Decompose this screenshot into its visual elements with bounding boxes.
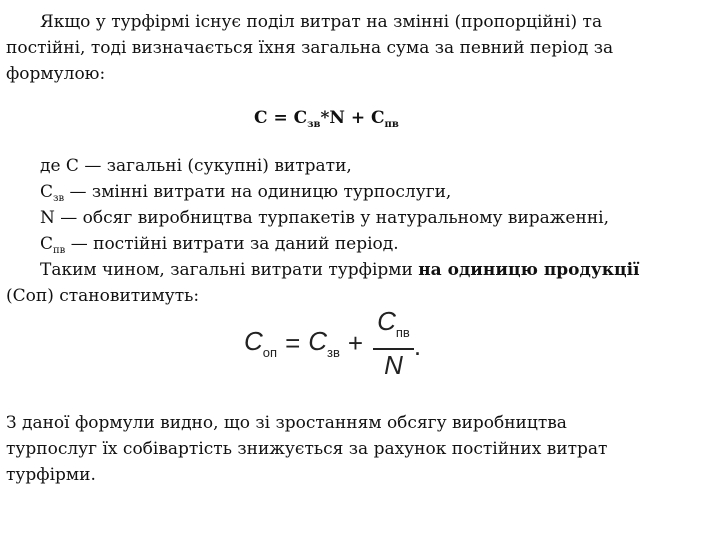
summary-bold-phrase: на одиницю продукції (418, 260, 640, 280)
formula2-equals: = (285, 327, 301, 358)
conclusion-line-2: турпослуг їх собівартість знижується за рахунок постійних витрат (6, 439, 608, 459)
unit-cost-formula (244, 308, 421, 378)
formula-sub-zv: зв (307, 119, 321, 130)
conclusion-line-3: турфірми. (6, 465, 96, 485)
formula-sub-pv: пв (384, 119, 399, 130)
intro-line-1: Якщо у турфірмі існує поділ витрат на змінні (пропорційні) та (40, 12, 603, 32)
definition-c: де С — загальні (сукупні) витрати, (40, 156, 352, 176)
definition-czv: $С_{зв}$ — змінні витрати на одиницю турпослуги, (40, 182, 452, 204)
summary-line-1: Таким чином, загальні витрати турфірми на одиницю продукції (40, 260, 640, 280)
cost-formula (254, 105, 399, 138)
formula2-plus: + (347, 327, 364, 358)
summary-line-2: (Соп) становитимуть: (6, 286, 200, 306)
fraction-numerator: $C_{пв}$ (377, 306, 410, 340)
formula-c: С = С (254, 108, 308, 128)
intro-line-3: формулою: (6, 64, 106, 84)
formula-mid: *N + С (320, 108, 385, 128)
formula2-lhs: $C_{оп}$ (244, 326, 278, 360)
definition-cpv: $С_{пв}$ — постійні витрати за даний період. (40, 234, 399, 256)
formula2-term1: $C_{зв}$ (308, 326, 340, 360)
formula2-fraction (373, 306, 414, 380)
intro-line-2: постійні, тоді визначається їхня загальна сума за певний період за (6, 38, 614, 58)
formula2-period: . (413, 331, 422, 361)
conclusion-line-1: З даної формули видно, що зі зростанням обсягу виробництва (6, 413, 567, 433)
definition-n: N — обсяг виробництва турпакетів у натуральному вираженні, (40, 208, 609, 228)
fraction-denominator: N (384, 350, 403, 380)
